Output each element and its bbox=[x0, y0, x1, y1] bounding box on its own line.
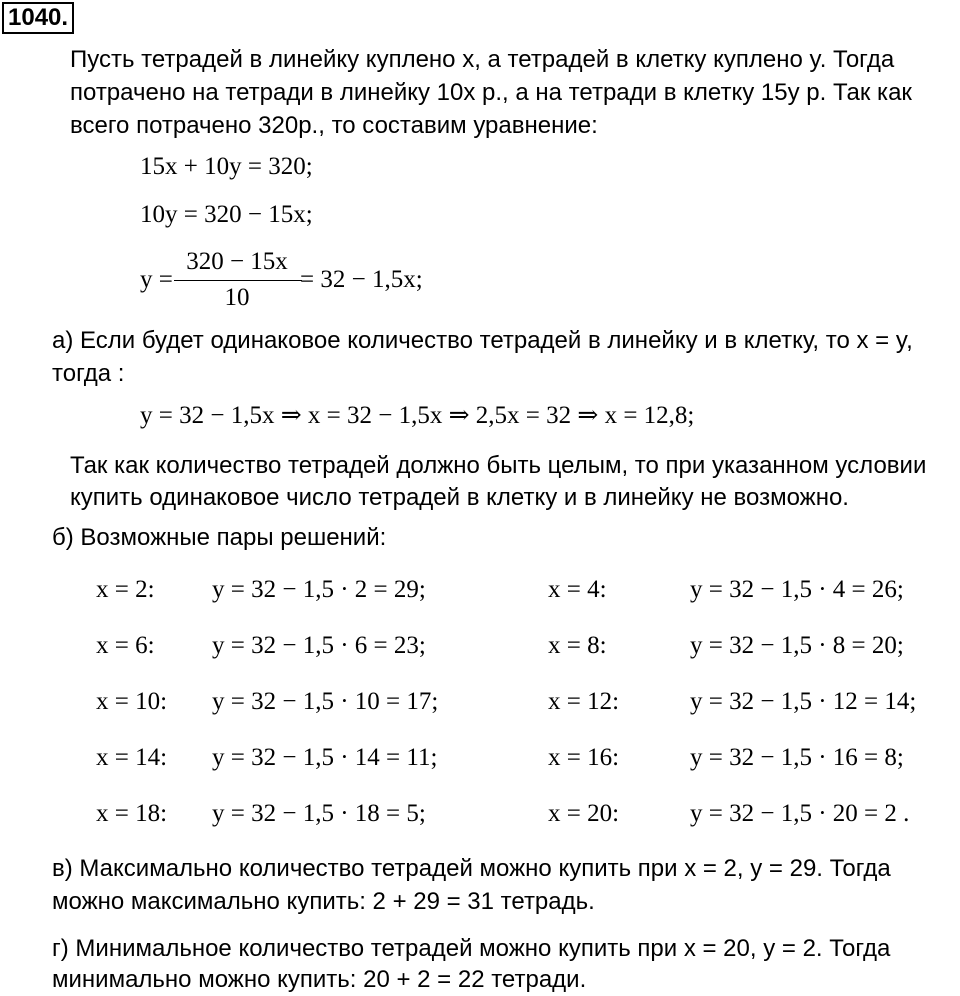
pair-x: x = 6: bbox=[96, 632, 155, 659]
pair-x: x = 8: bbox=[548, 632, 607, 659]
pair-expr: y = 32 − 1,5 · 10 = 17; bbox=[212, 688, 439, 715]
part-a-conclusion-2: купить одинаковое число тетрадей в клетку и в линейку не возможно. bbox=[70, 484, 849, 511]
part-a-chain: y = 32 − 1,5x ⇒ x = 32 − 1,5x ⇒ 2,5x = 32 ⇒ x = 12,8; bbox=[140, 402, 695, 429]
pair-x: x = 20: bbox=[548, 800, 620, 827]
pair-expr: y = 32 − 1,5 · 18 = 5; bbox=[212, 800, 426, 827]
part-v-line-1: в) Максимально количество тетрадей можно купить при x = 2, y = 29. Тогда bbox=[52, 855, 891, 882]
pair-expr: y = 32 − 1,5 · 8 = 20; bbox=[690, 632, 904, 659]
pair-x: x = 18: bbox=[96, 800, 168, 827]
pair-x: x = 12: bbox=[548, 688, 620, 715]
equation-3-denominator: 10 bbox=[224, 284, 250, 311]
equation-3-numerator: 320 − 15x bbox=[186, 248, 288, 275]
intro-line-3: всего потрачено 320р., то составим уравнение: bbox=[70, 112, 598, 139]
pair-x: x = 14: bbox=[96, 744, 168, 771]
intro-line-2: потрачено на тетради в линейку 10x р., а на тетради в клетку 15y р. Так как bbox=[70, 79, 912, 106]
pair-expr: y = 32 − 1,5 · 6 = 23; bbox=[212, 632, 426, 659]
pair-x: x = 2: bbox=[96, 576, 155, 603]
part-v-line-2: можно максимально купить: 2 + 29 = 31 тетрадь. bbox=[52, 888, 595, 915]
pair-expr: y = 32 − 1,5 · 2 = 29; bbox=[212, 576, 426, 603]
pair-x: x = 16: bbox=[548, 744, 620, 771]
pair-expr: y = 32 − 1,5 · 20 = 2 . bbox=[690, 800, 910, 827]
part-a-line-2: тогда : bbox=[52, 360, 125, 387]
pair-expr: y = 32 − 1,5 · 12 = 14; bbox=[690, 688, 917, 715]
equation-1: 15x + 10y = 320; bbox=[140, 153, 313, 180]
pair-expr: y = 32 − 1,5 · 14 = 11; bbox=[212, 744, 438, 771]
part-a-line-1: а) Если будет одинаковое количество тетрадей в линейку и в клетку, то x = y, bbox=[52, 327, 913, 354]
equation-3-lhs: y = bbox=[140, 266, 173, 293]
pair-x: x = 10: bbox=[96, 688, 168, 715]
fraction-bar bbox=[174, 280, 302, 281]
equation-3-rhs: = 32 − 1,5x; bbox=[300, 266, 423, 293]
part-g-line-1: г) Минимальное количество тетрадей можно купить при x = 20, y = 2. Тогда bbox=[52, 935, 891, 962]
pair-expr: y = 32 − 1,5 · 16 = 8; bbox=[690, 744, 904, 771]
part-a-conclusion-1: Так как количество тетрадей должно быть целым, то при указанном условии bbox=[70, 452, 927, 479]
problem-number: 1040. bbox=[2, 2, 74, 34]
part-b-heading: б) Возможные пары решений: bbox=[52, 524, 387, 551]
pair-x: x = 4: bbox=[548, 576, 607, 603]
pair-expr: y = 32 − 1,5 · 4 = 26; bbox=[690, 576, 904, 603]
part-g-line-2: минимально можно купить: 20 + 2 = 22 тетради. bbox=[52, 966, 587, 993]
intro-line-1: Пусть тетрадей в линейку куплено x, а тетрадей в клетку куплено y. Тогда bbox=[70, 46, 895, 73]
equation-2: 10y = 320 − 15x; bbox=[140, 201, 313, 228]
